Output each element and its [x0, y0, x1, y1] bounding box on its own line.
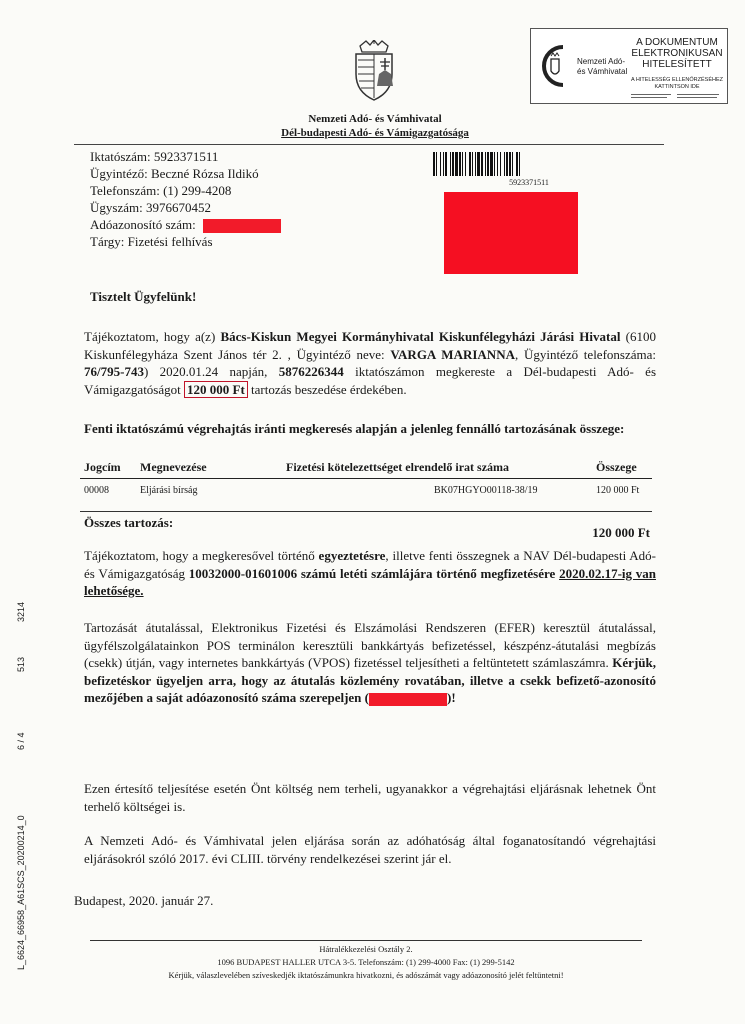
table-divider	[80, 511, 652, 512]
adoazonosito-row	[90, 216, 281, 233]
p4-bold-end: )!	[446, 690, 456, 705]
p4-text: Tartozását átutalással, Elektronikus Fizetési és Elszámolási Rendszeren (EFER) keresztül átutalással, ügyfélszolgálatainkon POS terminálon keresztüli bankkártyás befizetéssel, készpénz-átutalási megbízás (csekk) útján, vagy internetes bankkártyás (VPOS) fizetéssel teljesítheti a feltüntetett számlaszámra.	[84, 620, 656, 670]
header-divider	[74, 144, 664, 145]
side-code-seq: 3214	[16, 601, 26, 622]
footer-note: Kérjük, válaszlevelében szíveskedjék iktatószámunkra hivatkozni, és adószámát vagy adóazonosító jelét feltüntetni!	[168, 970, 564, 980]
p4-bold: Kérjük, befizetéskor ügyeljen arra, hogy az átutalás közlemény rovatában, illetve a csekk befizető-azonosító mezőjében a saját adóazonosító száma szerepeljen (	[84, 655, 656, 705]
col-osszeg: Összege	[596, 460, 637, 474]
cell-megnevezes: Eljárási bírság	[140, 485, 198, 496]
paragraph-payment-deadline	[84, 547, 656, 600]
barcode-icon	[433, 152, 625, 176]
paragraph-payment-methods	[84, 619, 656, 707]
total-label: Összes tartozás:	[84, 515, 174, 530]
footer	[90, 943, 642, 982]
stamp-org	[577, 57, 627, 77]
table-header	[80, 456, 652, 479]
highlighted-amount: 120 000 Ft	[184, 381, 248, 398]
cell-osszeg: 120 000 Ft	[596, 485, 640, 496]
stamp-title-line2: ELEKTRONIKUSAN	[631, 48, 723, 59]
cell-irat: BK07HGYO00118-38/19	[434, 485, 538, 496]
authentication-stamp[interactable]	[530, 28, 728, 104]
p1-text: tartozás beszedése érdekében.	[247, 381, 407, 397]
footer-department: Hátralékkezelési Osztály 2.	[319, 944, 413, 954]
p1-text: Tájékoztatom, hogy a(z)	[84, 329, 221, 344]
p3-deadline: 2020.02.17-ig van lehetősége.	[84, 565, 656, 598]
side-code-document: L_6624_66958_A61SCS_20200214_0	[16, 815, 26, 970]
debt-table	[80, 456, 652, 503]
side-code-page: 6 / 4	[16, 732, 26, 750]
side-codes	[14, 600, 54, 980]
barcode-number: 5923371511	[509, 178, 549, 187]
targy: Tárgy: Fizetési felhívás	[90, 234, 213, 250]
ugyszam: Ügyszám: 3976670452	[90, 200, 211, 215]
footer-address: 1096 BUDAPEST HALLER UTCA 3-5. Telefonszám: (1) 299-4000 Fax: (1) 299-5142	[217, 957, 515, 967]
p3-text: , illetve fenti összegnek a NAV Dél-budapesti Adó- és Vámigazgatóság	[84, 548, 656, 581]
nav-logo-icon	[541, 41, 569, 91]
footer-divider	[90, 940, 642, 941]
redaction-mark	[369, 693, 447, 706]
side-code-batch: 513	[16, 656, 26, 672]
stamp-title-line3: HITELESÍTETT	[642, 59, 712, 70]
cell-jogcim: 00008	[84, 485, 109, 496]
p1-officer: VARGA MARIANNA	[390, 346, 515, 362]
paragraph-request	[84, 328, 656, 398]
redacted-address-block	[444, 192, 578, 274]
p1-text: ) 2020.01.24 napján,	[143, 364, 279, 379]
hungarian-coat-of-arms-icon	[352, 40, 396, 102]
p1-phone: 76/795-743	[84, 364, 144, 379]
stamp-title-line1: A DOKUMENTUM	[636, 37, 718, 48]
p1-text: , Ügyintéző telefonszáma:	[514, 346, 656, 362]
paragraph-costs: Ezen értesítő teljesítése esetén Önt költség nem terheli, ugyanakkor a végrehajtási eljárásnak lehetnek Önt terhelő költségei is.	[84, 781, 656, 814]
issuer-name: Nemzeti Adó- és Vámhivatal	[308, 113, 442, 125]
redaction-mark	[203, 219, 281, 233]
p1-file-number: 5876226344	[278, 364, 344, 379]
table-row	[80, 479, 652, 503]
ugyintezo: Ügyintéző: Beczné Rózsa Ildikó	[90, 166, 259, 181]
total-value: 120 000 Ft	[592, 525, 650, 540]
iktatoszam: Iktatószám: 5923371511	[90, 149, 219, 164]
col-jogcim: Jogcím	[84, 460, 121, 474]
p1-text: (6100 Kiskunfélegyháza Szent János tér 2. , Ügyintéző neve:	[84, 329, 656, 362]
issuer-block	[240, 112, 510, 140]
p3-bold: egyeztetésre	[318, 548, 386, 563]
p1-text: iktatószámon megkereste a Dél-budapesti Adó- és Vámigazgatóságot	[84, 364, 656, 397]
letter-date: Budapest, 2020. január 27.	[74, 893, 214, 908]
stamp-org-line2: és Vámhivatal	[577, 67, 628, 76]
stamp-check-line1: A HITELESSÉG ELLENŐRZÉSÉHEZ	[630, 77, 723, 83]
stamp-check-line2: KATTINTSON IDE	[654, 84, 700, 90]
p1-authority: Bács-Kiskun Megyei Kormányhivatal Kiskunfélegyházi Járási Hivatal	[220, 329, 621, 344]
p3-text: Tájékoztatom, hogy a megkeresővel történő	[84, 548, 319, 563]
issuer-directorate: Dél-budapesti Adó- és Vámigazgatósága	[281, 127, 469, 139]
case-meta	[90, 148, 281, 250]
paragraph-legal-basis: A Nemzeti Adó- és Vámhivatal jelen eljárása során az adóhatóság által foganatosítandó végrehajtási eljárásokról szóló 2017. évi CLIII. törvény rendelkezései szerint jár el.	[84, 833, 656, 866]
col-irat: Fizetési kötelezettséget elrendelő irat száma	[286, 460, 510, 474]
telefonszam: Telefonszám: (1) 299-4208	[90, 183, 232, 198]
stamp-title	[629, 37, 725, 70]
col-megnevezes: Megnevezése	[140, 460, 207, 474]
stamp-verify-link[interactable]	[629, 77, 725, 91]
paragraph-debt-intro: Fenti iktatószámú végrehajtás iránti megkeresés alapján a jelenleg fennálló tartozásának összege:	[84, 421, 625, 436]
adoazonosito-label: Adóazonosító szám:	[90, 217, 196, 232]
salutation: Tisztelt Ügyfelünk!	[90, 289, 197, 304]
stamp-fine-print	[631, 93, 721, 99]
stamp-org-line1: Nemzeti Adó-	[577, 57, 626, 66]
p3-account: 10032000-01601006 számú letéti számlájára történő megfizetésére	[188, 565, 560, 581]
